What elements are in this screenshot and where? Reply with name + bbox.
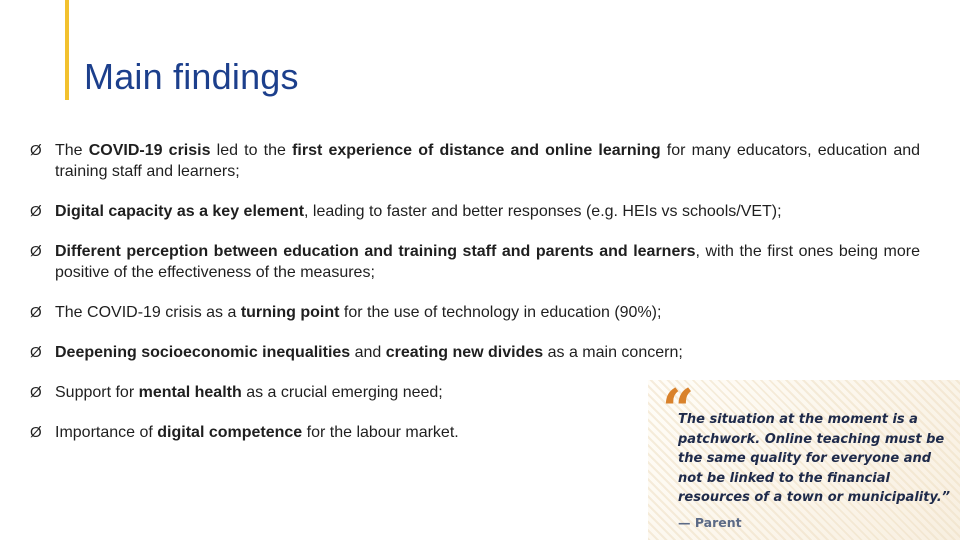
finding-text: The: [55, 142, 89, 159]
finding-text: , leading to faster and better responses (e.g. HEIs vs schools/VET);: [304, 203, 782, 220]
finding-text: and: [350, 344, 386, 361]
finding-text: for the labour market.: [302, 424, 459, 441]
finding-emphasis: Different perception between education and training staff and parents and learners: [55, 243, 696, 260]
bullet-arrow-icon: Ø: [30, 142, 42, 159]
finding-emphasis: Deepening socioeconomic inequalities: [55, 344, 351, 361]
title-accent-bar: [65, 0, 69, 100]
page-title: Main findings: [84, 56, 299, 97]
quote-mark-icon: “: [662, 377, 695, 443]
bullet-arrow-icon: Ø: [30, 344, 42, 361]
finding-text: led to the: [210, 142, 293, 159]
finding-item: [30, 140, 920, 182]
quote-author: — Parent: [678, 515, 742, 530]
finding-text: Importance of: [55, 424, 158, 441]
finding-item: [30, 241, 920, 283]
finding-emphasis: digital competence: [157, 424, 303, 441]
finding-text: for the use of technology in education (90%);: [339, 304, 662, 321]
finding-emphasis: Digital capacity as a key element: [55, 203, 305, 220]
finding-emphasis: first experience of distance and online learning: [292, 142, 661, 159]
finding-emphasis: COVID-19 crisis: [88, 142, 211, 159]
quote-text: The situation at the moment is a patchwork. Online teaching must be the same quality for everyone and not be linked to the financial resources of a town or municipality.”: [678, 412, 951, 505]
finding-text: The COVID-19 crisis as a: [55, 304, 241, 321]
finding-text: as a main concern;: [543, 344, 683, 361]
quote-box: [648, 377, 960, 540]
finding-text: , with the first ones being more positive of the effectiveness of the measures;: [55, 243, 920, 281]
bullet-arrow-icon: Ø: [30, 203, 42, 220]
finding-item: [30, 342, 920, 363]
finding-item: [30, 302, 920, 323]
finding-emphasis: mental health: [138, 384, 242, 401]
finding-item: [30, 201, 920, 222]
bullet-arrow-icon: Ø: [30, 424, 42, 441]
finding-emphasis: turning point: [240, 304, 340, 321]
bullet-arrow-icon: Ø: [30, 304, 42, 321]
finding-text: for many educators, education and training staff and learners;: [55, 142, 921, 180]
finding-text: Support for: [55, 384, 139, 401]
finding-emphasis: creating new divides: [385, 344, 544, 361]
bullet-arrow-icon: Ø: [30, 384, 42, 401]
bullet-arrow-icon: Ø: [30, 243, 42, 260]
finding-text: as a crucial emerging need;: [241, 384, 443, 401]
